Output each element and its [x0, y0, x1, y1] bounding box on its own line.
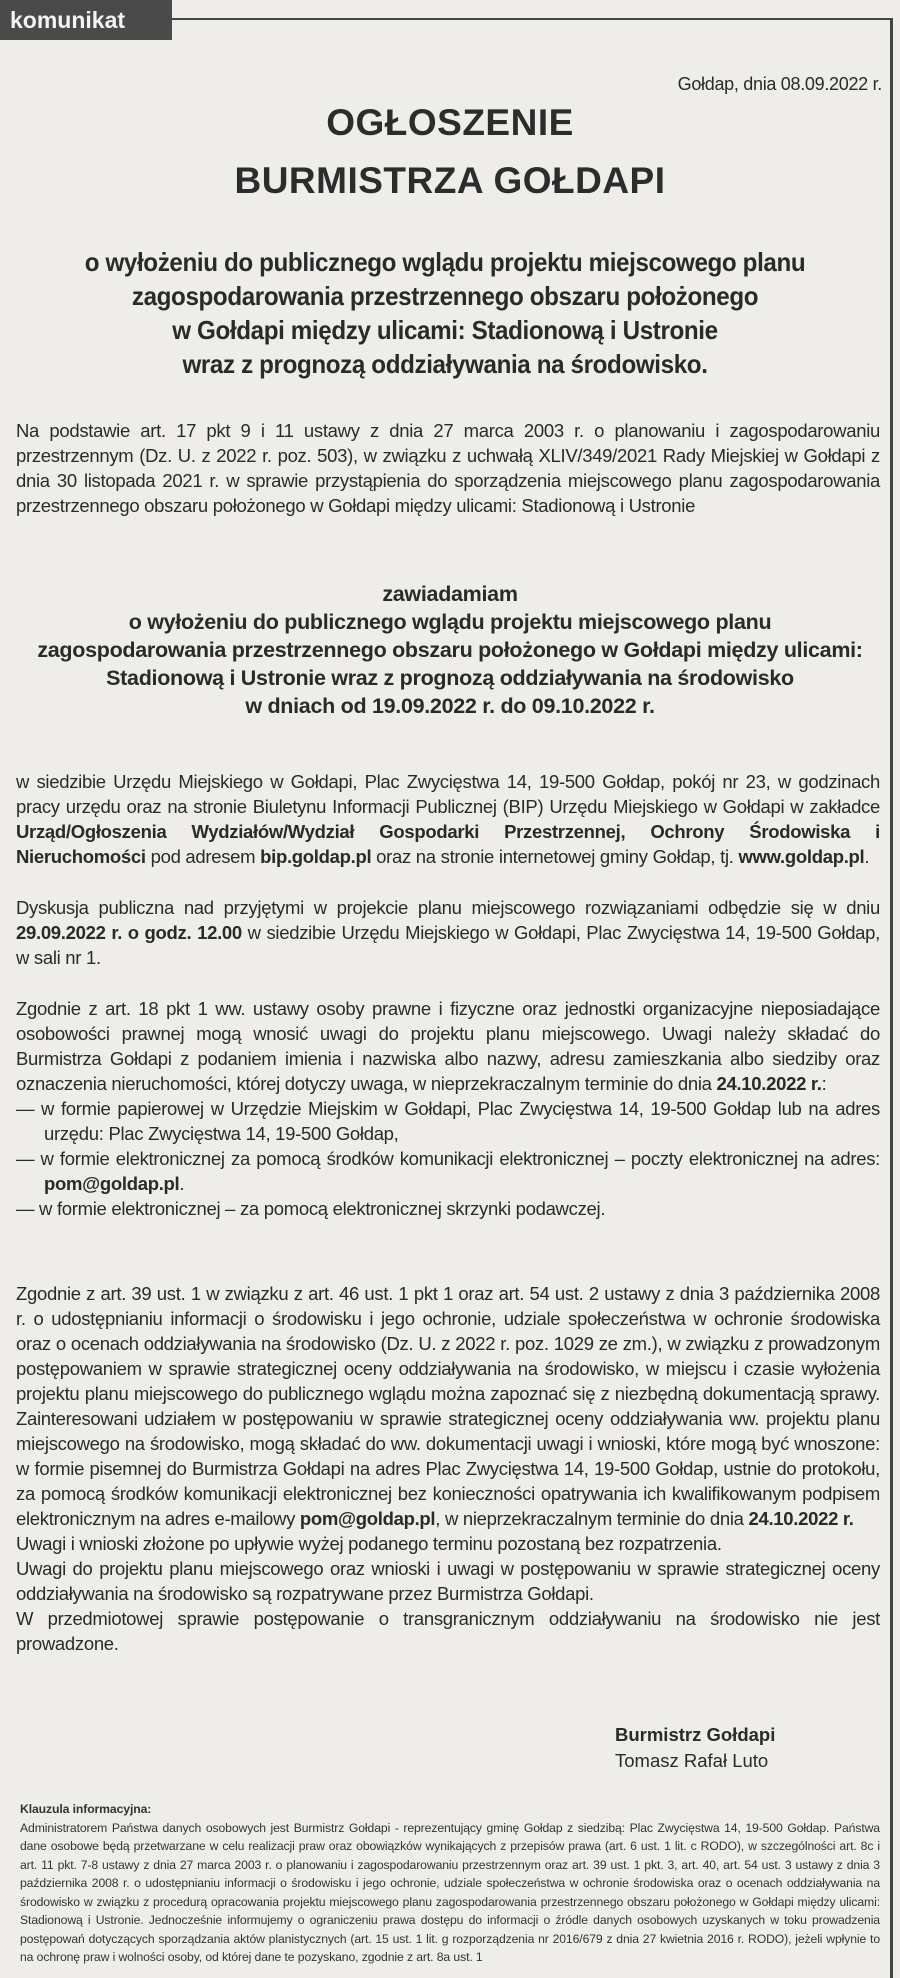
- text: — w formie elektronicznej za pomocą środków komunikacji elektronicznej – poczty elektronicznej na adres:: [16, 1148, 880, 1169]
- text: .: [864, 846, 870, 867]
- location-paragraph: [16, 769, 880, 869]
- notice-line: o wyłożeniu do publicznego wglądu projektu miejscowego planu: [128, 610, 772, 634]
- notice-line: zawiadamiam: [382, 582, 518, 606]
- email-link[interactable]: pom@goldap.pl: [44, 1173, 180, 1194]
- information-clause: [20, 1800, 880, 1967]
- text: Zgodnie z art. 18 pkt 1 ww. ustawy osoby prawne i fizyczne oraz jednostki organizacyjne nieposiadające osobowości prawnej mogą wnosić uwagi do projektu planu miejscowego. Uwagi należy składać do Burmistrza Gołdapi z podaniem imienia i nazwiska albo nazwy, adresu zamieszkania albo siedziby oraz oznaczenia nieruchomości, której dotyczy uwaga, w nieprzekraczalnym terminie do dnia: [16, 998, 880, 1094]
- text: .: [179, 1173, 185, 1194]
- section-tag: komunikat: [0, 0, 172, 40]
- clause-text: Administratorem Państwa danych osobowych jest Burmistrz Gołdapi - reprezentujący gminę Gołdap z siedzibą: Plac Zwycięstwa 14, 19-500 Gołdap. Państwa dane osobowe będą przetwarzane w celu realizacji praw oraz obowiązków wynikających z przepisów prawa (art. 6 ust. 1 lit. c RODO), w szczególności art. 8c i art. 11 pkt. 7-8 ustawy z dnia 27 marca 2003 r. o planowaniu i zagospodarowaniu przestrzennym oraz art. 39 ust. 1 pkt. 3, art. 40, art. 54 ust. 3 ustawy z dnia 3 października 2008 r. o udostępnianiu informacji o środowisku i jego ochronie, udziale społeczeństwa w ochronie środowiska oraz o ocenach oddziaływania na środowisko w związku z procedurą opracowania projektu miejscowego planu zagospodarowania przestrzennego obszaru położonego w Gołdapi między ulicami: Stadionową i Ustronie. Jednocześnie informujemy o ograniczeniu prawa dostępu do informacji o źródle danych osobowych uzyskanych w toku prowadzenia postępowań dotyczących sporządzania aktów planistycznych (art. 15 ust. 1 lit. g rozporządzenia nr 2016/679 z dnia 27 kwietnia 2016 r. RODO), jeżeli wpłynie to na ochronę praw i wolności osoby, od której dane te pozyskano, zgodnie z art. 8a ust. 1: [20, 1820, 880, 1964]
- signature-name: Tomasz Rafał Luto: [615, 1750, 769, 1771]
- subtitle-line: zagospodarowania przestrzennego obszaru położonego: [131, 281, 759, 311]
- signature-title: Burmistrz Gołdapi: [615, 1724, 776, 1745]
- legal-basis-paragraph: Na podstawie art. 17 pkt 9 i 11 ustawy z dnia 27 marca 2003 r. o planowaniu i zagospodarowaniu przestrzennym (Dz. U. z 2022 r. poz. 503), w związku z uchwałą XLIV/349/2021 Rady Miejskiej w Gołdapi z dnia 30 listopada 2021 r. w sprawie przystąpienia do sporządzenia miejscowego planu zagospodarowania przestrzennego obszaru położonego w Gołdapi między ulicami: Stadionową i Ustronie: [16, 420, 880, 516]
- text: W przedmiotowej sprawie postępowanie o transgranicznym oddziaływaniu na środowisko nie jest prowadzone.: [16, 1608, 880, 1654]
- text: Uwagi do projektu planu miejscowego oraz wnioski i uwagi w postępowaniu w sprawie strategicznej oceny oddziaływania na środowisko są rozpatrywane przez Burmistrza Gołdapi.: [16, 1558, 880, 1604]
- notice-dates: w dniach od 19.09.2022 r. do 09.10.2022 r.: [245, 694, 655, 718]
- text: pod adresem: [145, 846, 261, 867]
- subtitle-line: o wyłożeniu do publicznego wglądu projektu miejscowego planu: [84, 247, 806, 277]
- text: Uwagi i wnioski złożone po upływie wyżej podanego terminu pozostaną bez rozpatrzenia.: [16, 1533, 722, 1554]
- text: w siedzibie Urzędu Miejskiego w Gołdapi, Plac Zwycięstwa 14, 19-500 Gołdap, w sali nr 1.: [16, 922, 880, 968]
- website-link[interactable]: www.goldap.pl: [738, 846, 865, 867]
- list-item: — w formie elektronicznej – za pomocą elektronicznej skrzynki podawczej.: [16, 1198, 606, 1219]
- title-line-2: BURMISTRZA GOŁDAPI: [234, 160, 666, 201]
- text: oraz na stronie internetowej gminy Gołdap, tj.: [371, 846, 739, 867]
- title-line-1: OGŁOSZENIE: [326, 102, 574, 143]
- text: Zgodnie z art. 39 ust. 1 w związku z art. 46 ust. 1 pkt 1 oraz art. 54 ust. 2 ustawy z dnia 3 października 2008 r. o udostępnianiu informacji o środowisku i jego ochronie, udziale społeczeństwa w ochronie środowiska oraz o ocenach oddziaływania na środowisko (Dz. U. z 2022 r. poz. 1029 ze zm.), w związku z prowadzonym postępowaniem w sprawie strategicznej oceny oddziaływania na środowisko, w miejscu i czasie wyłożenia projektu planu miejscowego do publicznego wglądu można zapoznać się z niezbędną dokumentacją sprawy. Zainteresowani udziałem w postępowaniu w sprawie strategicznej oceny oddziaływania ww. projektu planu miejscowego na środowisko, mogą składać do ww. dokumentacji uwagi i wnioski, które mogą być wnoszone: w formie pisemnej do Burmistrza Gołdapi na adres Plac Zwycięstwa 14, 19-500 Gołdap, ustnie do protokołu, za pomocą środków komunikacji elektronicznej bez konieczności opatrywania ich kwalifikowanym podpisem elektronicznym na adres e-mailowy: [16, 1283, 880, 1529]
- text: :: [821, 1073, 827, 1094]
- clause-title: Klauzula informacyjna:: [20, 1802, 152, 1816]
- text: , w nieprzekraczalnym terminie do dnia: [435, 1508, 749, 1529]
- bip-link[interactable]: bip.goldap.pl: [260, 846, 372, 867]
- bip-path: Urząd/Ogłoszenia Wydziałów/Wydział Gospodarki Przestrzennej, Ochrony Środowiska i Nieruchomości: [16, 821, 880, 867]
- discussion-paragraph: [16, 895, 880, 970]
- text: w siedzibie Urzędu Miejskiego w Gołdapi, Plac Zwycięstwa 14, 19-500 Gołdap, pokój nr 23, w godzinach pracy urzędu oraz na stronie Biuletynu Informacji Publicznej (BIP) Urzędu Miejskiego w Gołdapi w zakładce: [16, 771, 880, 817]
- notice-line: Stadionową i Ustronie wraz z prognozą oddziaływania na środowisko: [106, 666, 794, 690]
- remarks-paragraph: [16, 996, 880, 1221]
- text: Dyskusja publiczna nad przyjętymi w projekcie planu miejscowego rozwiązaniami odbędzie się w dniu: [16, 897, 880, 918]
- notice-block: [30, 580, 870, 720]
- signature: [615, 1722, 775, 1774]
- notice-line: zagospodarowania przestrzennego obszaru położonego w Gołdapi między ulicami:: [37, 638, 863, 662]
- environment-paragraph: [16, 1281, 880, 1656]
- deadline-date: 24.10.2022 r.: [748, 1508, 854, 1529]
- discussion-date: 29.09.2022 r. o godz. 12.00: [16, 922, 242, 943]
- email-link[interactable]: pom@goldap.pl: [299, 1508, 436, 1529]
- list-item: — w formie papierowej w Urzędzie Miejskim w Gołdapi, Plac Zwycięstwa 14, 19-500 Gołdap lub na adres urzędu: Plac Zwycięstwa 14, 19-500 Gołdap,: [16, 1098, 880, 1144]
- deadline-date: 24.10.2022 r.: [716, 1073, 822, 1094]
- subtitle: [59, 245, 831, 381]
- subtitle-line: w Gołdapi między ulicami: Stadionową i Ustronie: [172, 315, 718, 345]
- date-line: Gołdap, dnia 08.09.2022 r.: [677, 74, 882, 94]
- subtitle-line: wraz z prognozą oddziaływania na środowisko.: [182, 349, 708, 379]
- list-item: [16, 1146, 880, 1196]
